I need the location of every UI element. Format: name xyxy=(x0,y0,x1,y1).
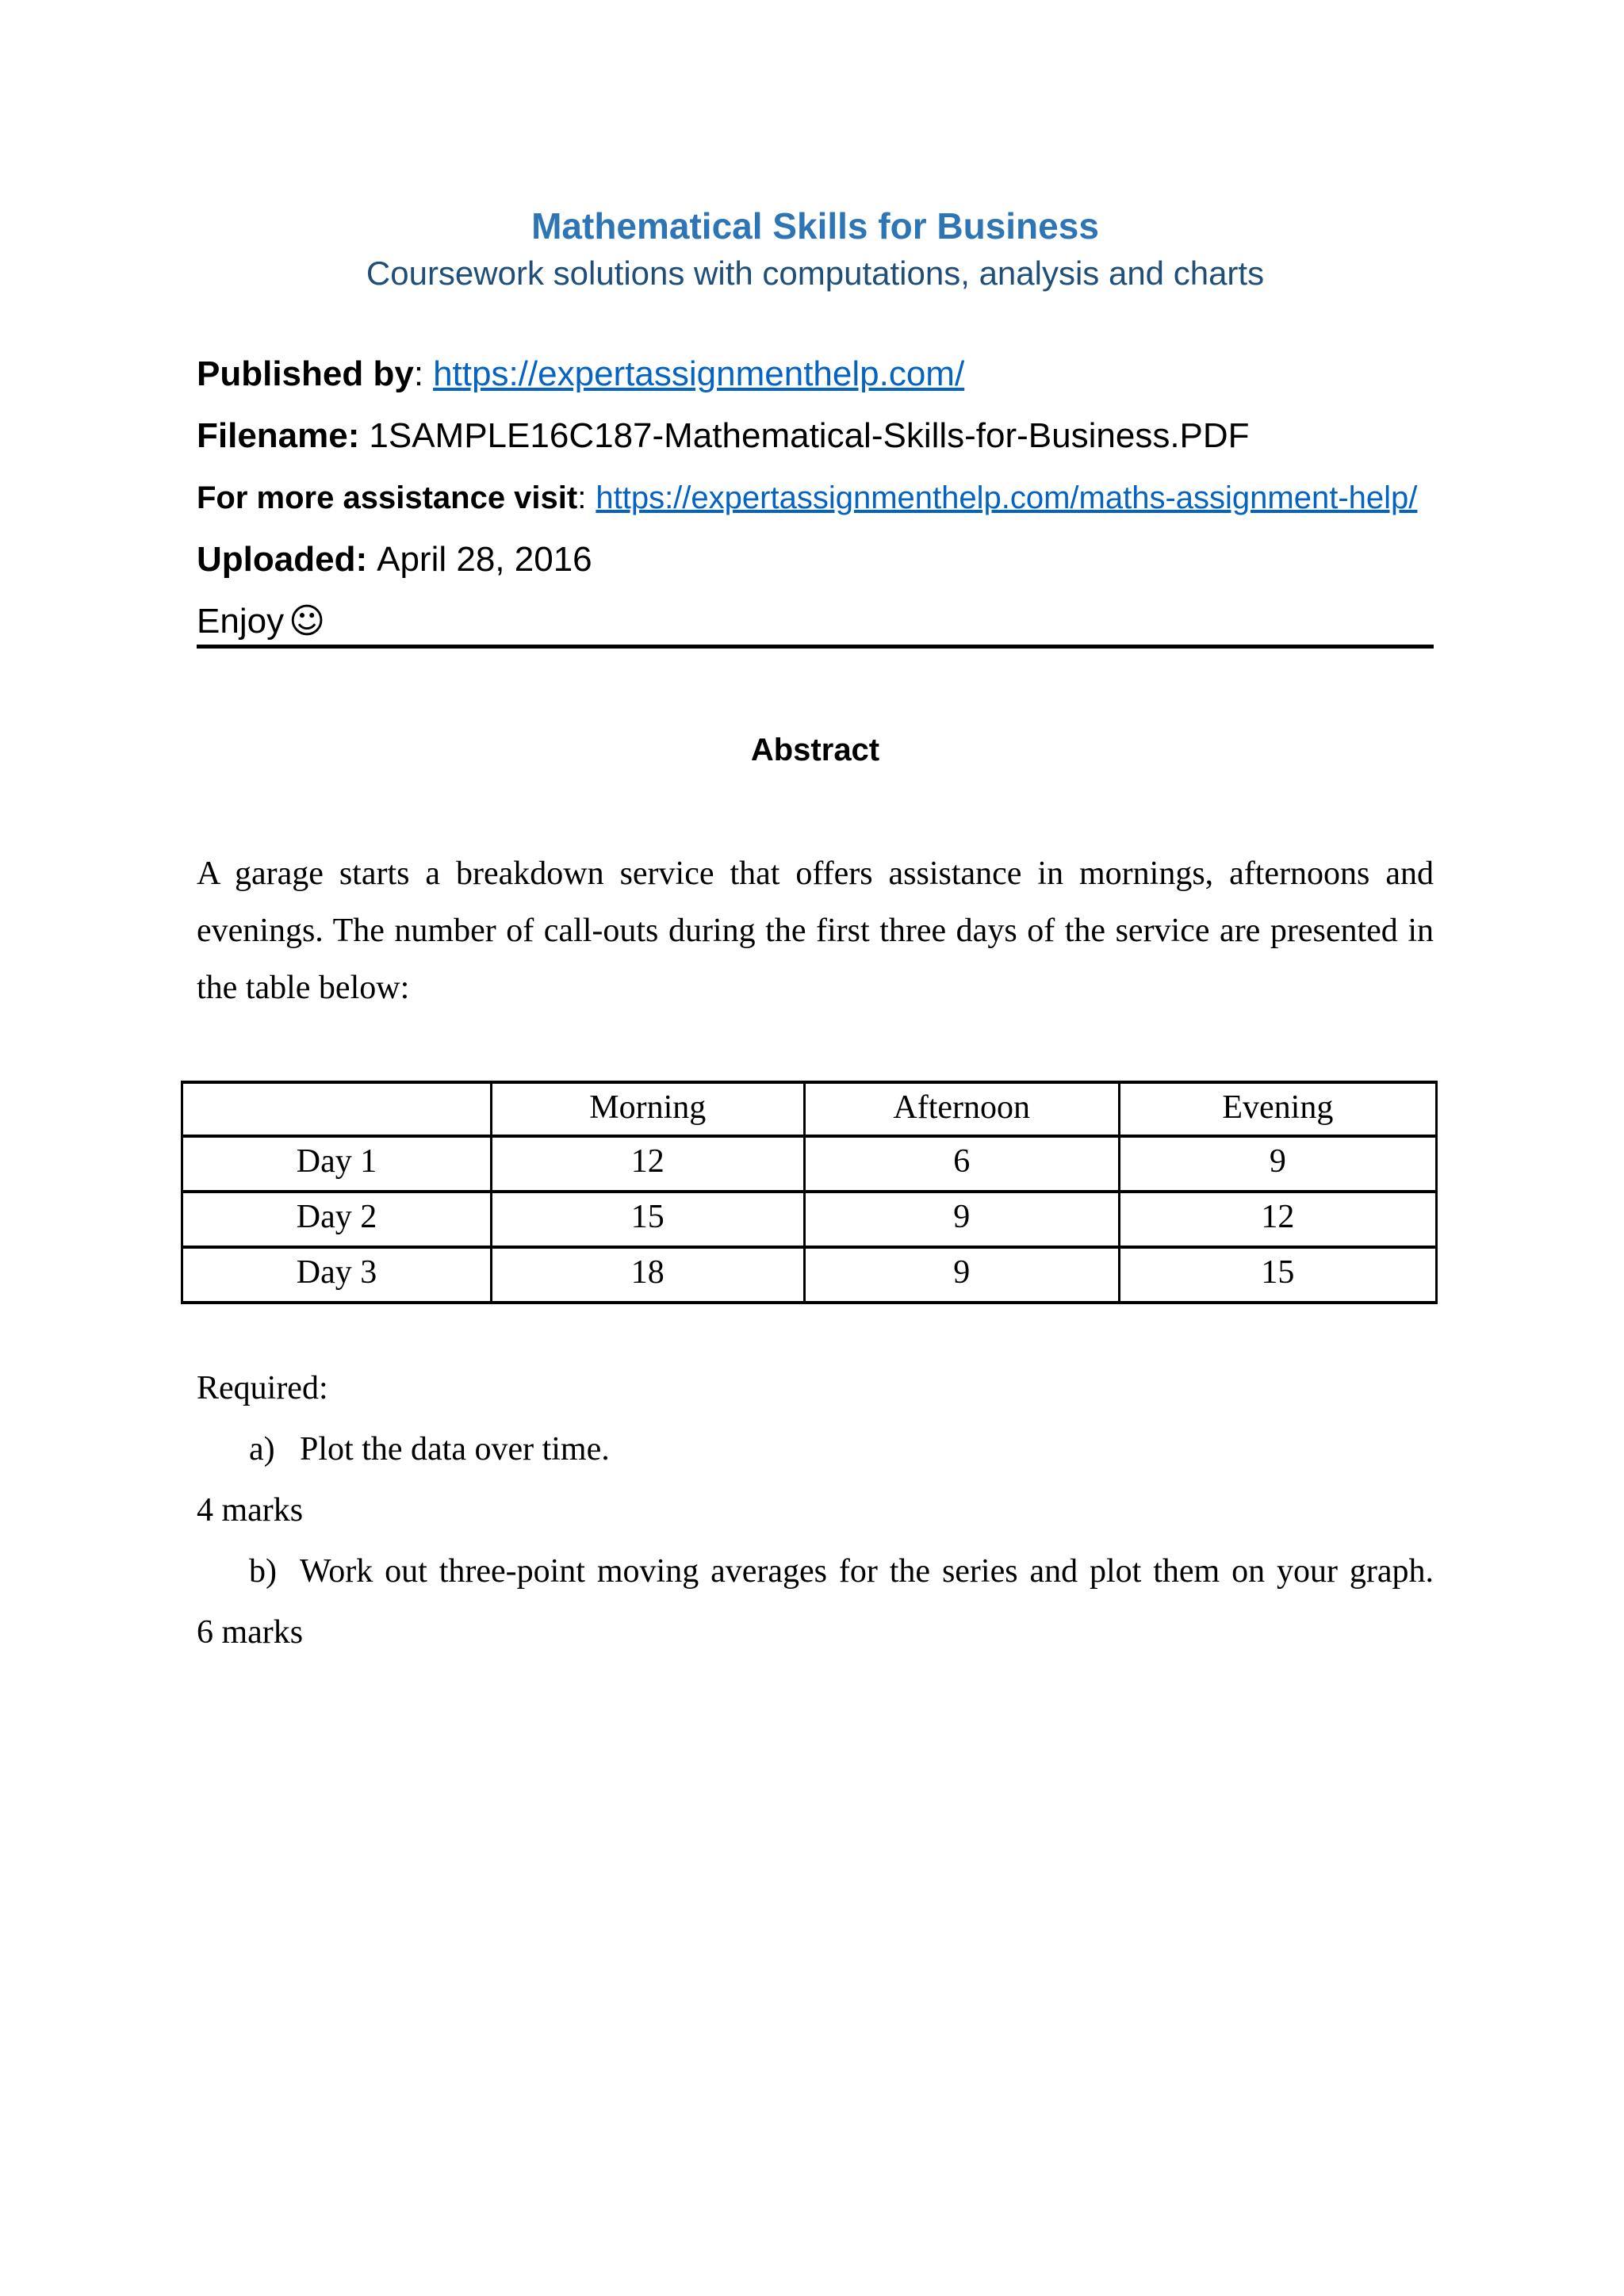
smiley-face-icon: ☺ xyxy=(289,601,325,641)
enjoy-line xyxy=(197,603,1434,640)
row-label: Day 3 xyxy=(182,1247,492,1303)
cell-value: 9 xyxy=(1119,1136,1436,1192)
item-b-text: Work out three-point moving averages for the series and plot them on your graph. xyxy=(300,1553,1434,1590)
assistance-colon: : xyxy=(577,480,587,515)
table-header-row xyxy=(182,1082,1437,1136)
abstract-line-1: A garage starts a breakdown service that offers assistance in mornings, afternoons and xyxy=(197,855,1434,892)
table-header-morning: Morning xyxy=(491,1082,804,1136)
item-a-text: Plot the data over time. xyxy=(300,1431,610,1468)
uploaded-value: April 28, 2016 xyxy=(377,540,592,579)
marks-a: 4 marks xyxy=(197,1492,304,1529)
table-row xyxy=(182,1247,1437,1303)
cell-value: 15 xyxy=(491,1192,804,1247)
table-row xyxy=(182,1192,1437,1247)
enjoy-text: Enjoy xyxy=(197,602,285,641)
abstract-line-2: evenings. The number of call-outs during the first three days of the service are presented in xyxy=(197,913,1434,949)
required-item-a xyxy=(197,1419,1434,1480)
assistance-line xyxy=(197,480,1434,516)
filename-line xyxy=(197,418,1434,454)
cell-value: 9 xyxy=(804,1247,1119,1303)
marks-b: 6 marks xyxy=(197,1614,304,1651)
published-by-colon: : xyxy=(413,354,424,393)
filename-value: 1SAMPLE16C187-Mathematical-Skills-for-Business.PDF xyxy=(369,416,1250,455)
callouts-table xyxy=(181,1081,1438,1304)
cell-value: 18 xyxy=(491,1247,804,1303)
item-b-label: b) xyxy=(249,1553,277,1590)
required-item-b xyxy=(197,1541,1434,1602)
abstract-paragraph xyxy=(197,845,1434,1016)
page-subtitle: Coursework solutions with computations, analysis and charts xyxy=(366,254,1265,292)
cell-value: 15 xyxy=(1119,1247,1436,1303)
published-by-line xyxy=(197,356,1434,392)
table-header-empty xyxy=(182,1082,492,1136)
meta-block xyxy=(197,356,1434,665)
table-row xyxy=(182,1136,1437,1192)
table-header-afternoon: Afternoon xyxy=(804,1082,1119,1136)
cell-value: 12 xyxy=(491,1136,804,1192)
abstract-line-3: the table below: xyxy=(197,970,410,1006)
page-title: Mathematical Skills for Business xyxy=(531,205,1099,247)
required-section xyxy=(197,1358,1434,1663)
table-header-evening: Evening xyxy=(1119,1082,1436,1136)
required-heading: Required: xyxy=(197,1370,328,1406)
uploaded-label: Uploaded: xyxy=(197,540,368,579)
assistance-label: For more assistance visit xyxy=(197,480,578,515)
row-label: Day 2 xyxy=(182,1192,492,1247)
cell-value: 12 xyxy=(1119,1192,1436,1247)
cell-value: 6 xyxy=(804,1136,1119,1192)
published-by-label: Published by xyxy=(197,354,414,393)
assistance-link[interactable]: https://expertassignmenthelp.com/maths-assignment-help/ xyxy=(596,480,1418,515)
cell-value: 9 xyxy=(804,1192,1119,1247)
row-label: Day 1 xyxy=(182,1136,492,1192)
divider-line xyxy=(197,645,1434,649)
published-by-link[interactable]: https://expertassignmenthelp.com/ xyxy=(433,354,965,393)
filename-label: Filename: xyxy=(197,416,360,455)
abstract-heading: Abstract xyxy=(750,733,880,767)
item-a-label: a) xyxy=(249,1431,275,1468)
uploaded-line xyxy=(197,541,1434,578)
